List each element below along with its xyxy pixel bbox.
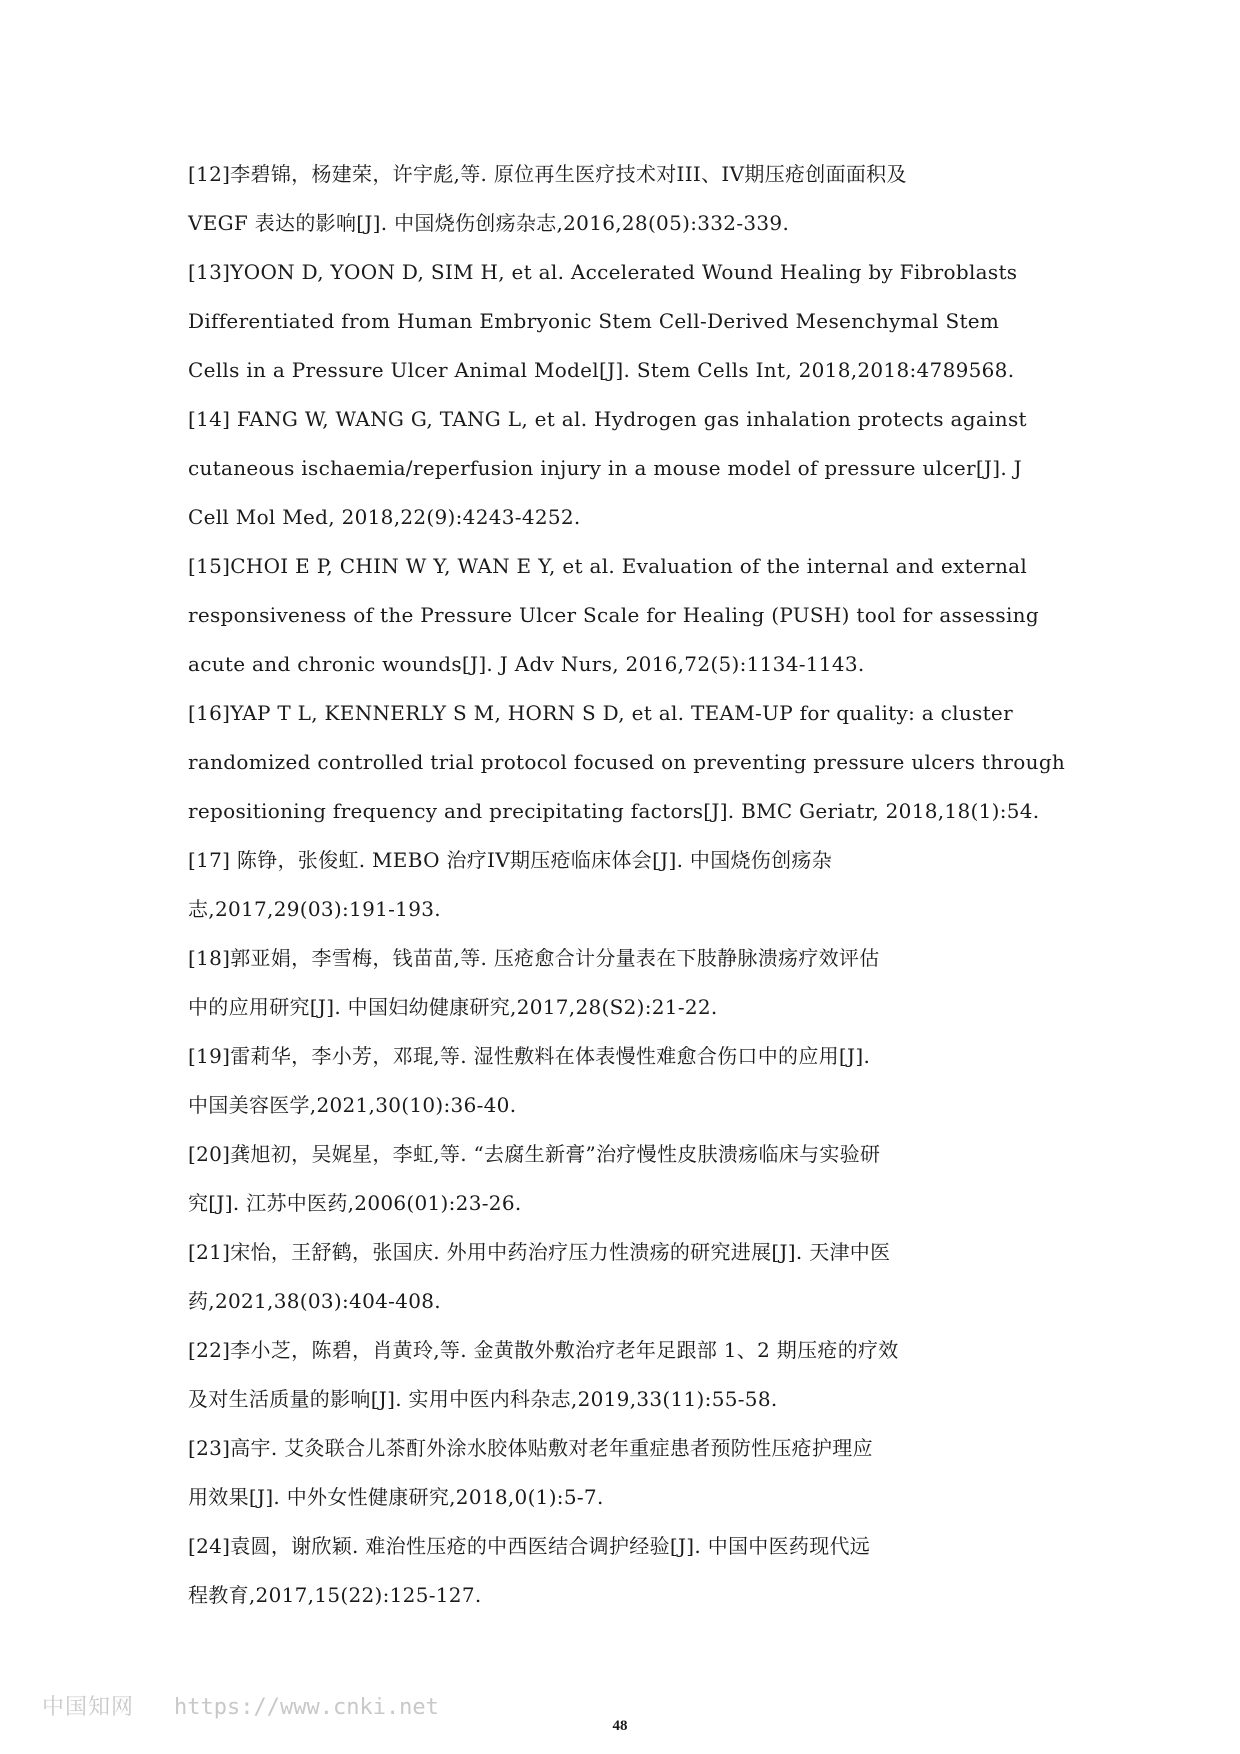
reference-line: [21]宋怡，王舒鹤，张国庆. 外用中药治疗压力性溃疡的研究进展[J]. 天津中医 xyxy=(188,1240,891,1264)
watermark-site-name: 中国知网 xyxy=(42,1695,135,1720)
reference-line: [14] FANG W, WANG G, TANG L, et al. Hydrogen gas inhalation protects against xyxy=(188,407,1027,431)
reference-line: [20]龚旭初，吴娓星，李虹,等. “去腐生新膏”治疗慢性皮肤溃疡临床与实验研 xyxy=(188,1142,881,1166)
reference-line: [16]YAP T L, KENNERLY S M, HORN S D, et al. TEAM-UP for quality: a cluster xyxy=(188,701,1013,725)
reference-line: 药,2021,38(03):404-408. xyxy=(188,1289,441,1313)
reference-list xyxy=(188,150,1068,1620)
reference-line: [17] 陈铮，张俊虹. MEBO 治疗IV期压疮临床体会[J]. 中国烧伤创疡杂 xyxy=(188,848,833,872)
reference-entry-19 xyxy=(188,1032,1068,1130)
reference-entry-20 xyxy=(188,1130,1068,1228)
reference-line: [22]李小芝，陈碧，肖黄玲,等. 金黄散外敷治疗老年足跟部 1、2 期压疮的疗效 xyxy=(188,1338,899,1362)
cnki-watermark xyxy=(42,1690,439,1721)
reference-line: [12]李碧锦，杨建荣，许宇彪,等. 原位再生医疗技术对III、IV期压疮创面面积及 xyxy=(188,162,907,186)
reference-line: Cells in a Pressure Ulcer Animal Model[J]. Stem Cells Int, 2018,2018:4789568. xyxy=(188,358,1015,382)
reference-line: [18]郭亚娟，李雪梅，钱苗苗,等. 压疮愈合计分量表在下肢静脉溃疡疗效评估 xyxy=(188,946,880,970)
reference-entry-16 xyxy=(188,689,1068,836)
reference-line: 究[J]. 江苏中医药,2006(01):23-26. xyxy=(188,1191,522,1215)
reference-line: 中国美容医学,2021,30(10):36-40. xyxy=(188,1093,517,1117)
reference-line: 用效果[J]. 中外女性健康研究,2018,0(1):5-7. xyxy=(188,1485,604,1509)
reference-line: acute and chronic wounds[J]. J Adv Nurs, 2016,72(5):1134-1143. xyxy=(188,652,865,676)
reference-entry-17 xyxy=(188,836,1068,934)
reference-entry-15 xyxy=(188,542,1068,689)
reference-line: 志,2017,29(03):191-193. xyxy=(188,897,441,921)
reference-entry-12 xyxy=(188,150,1068,248)
reference-entry-14 xyxy=(188,395,1068,542)
reference-line: Differentiated from Human Embryonic Stem Cell-Derived Mesenchymal Stem xyxy=(188,309,1000,333)
reference-line: randomized controlled trial protocol focused on preventing pressure ulcers through xyxy=(188,750,1066,774)
reference-entry-22 xyxy=(188,1326,1068,1424)
reference-line: [15]CHOI E P, CHIN W Y, WAN E Y, et al. Evaluation of the internal and external xyxy=(188,554,1028,578)
reference-line: Cell Mol Med, 2018,22(9):4243-4252. xyxy=(188,505,581,529)
reference-line: [19]雷莉华，李小芳，邓琨,等. 湿性敷料在体表慢性难愈合伤口中的应用[J]. xyxy=(188,1044,871,1068)
page-number: 48 xyxy=(612,1718,628,1734)
reference-line: 中的应用研究[J]. 中国妇幼健康研究,2017,28(S2):21-22. xyxy=(188,995,718,1019)
reference-line: [13]YOON D, YOON D, SIM H, et al. Accelerated Wound Healing by Fibroblasts xyxy=(188,260,1018,284)
reference-line: repositioning frequency and precipitating factors[J]. BMC Geriatr, 2018,18(1):54. xyxy=(188,799,1040,823)
reference-line: 及对生活质量的影响[J]. 实用中医内科杂志,2019,33(11):55-58. xyxy=(188,1387,778,1411)
reference-entry-18 xyxy=(188,934,1068,1032)
reference-entry-23 xyxy=(188,1424,1068,1522)
reference-entry-24 xyxy=(188,1522,1068,1620)
reference-line: 程教育,2017,15(22):125-127. xyxy=(188,1583,482,1607)
reference-line: [23]高宇. 艾灸联合儿茶酊外涂水胶体贴敷对老年重症患者预防性压疮护理应 xyxy=(188,1436,873,1460)
reference-entry-13 xyxy=(188,248,1068,395)
reference-entry-21 xyxy=(188,1228,1068,1326)
reference-line: responsiveness of the Pressure Ulcer Scale for Healing (PUSH) tool for assessing xyxy=(188,603,1039,627)
watermark-url: https://www.cnki.net xyxy=(174,1695,439,1720)
reference-line: VEGF 表达的影响[J]. 中国烧伤创疡杂志,2016,28(05):332-339. xyxy=(188,211,790,235)
reference-line: [24]袁圆，谢欣颖. 难治性压疮的中西医结合调护经验[J]. 中国中医药现代远 xyxy=(188,1534,871,1558)
reference-line: cutaneous ischaemia/reperfusion injury in a mouse model of pressure ulcer[J]. J xyxy=(188,456,1022,480)
